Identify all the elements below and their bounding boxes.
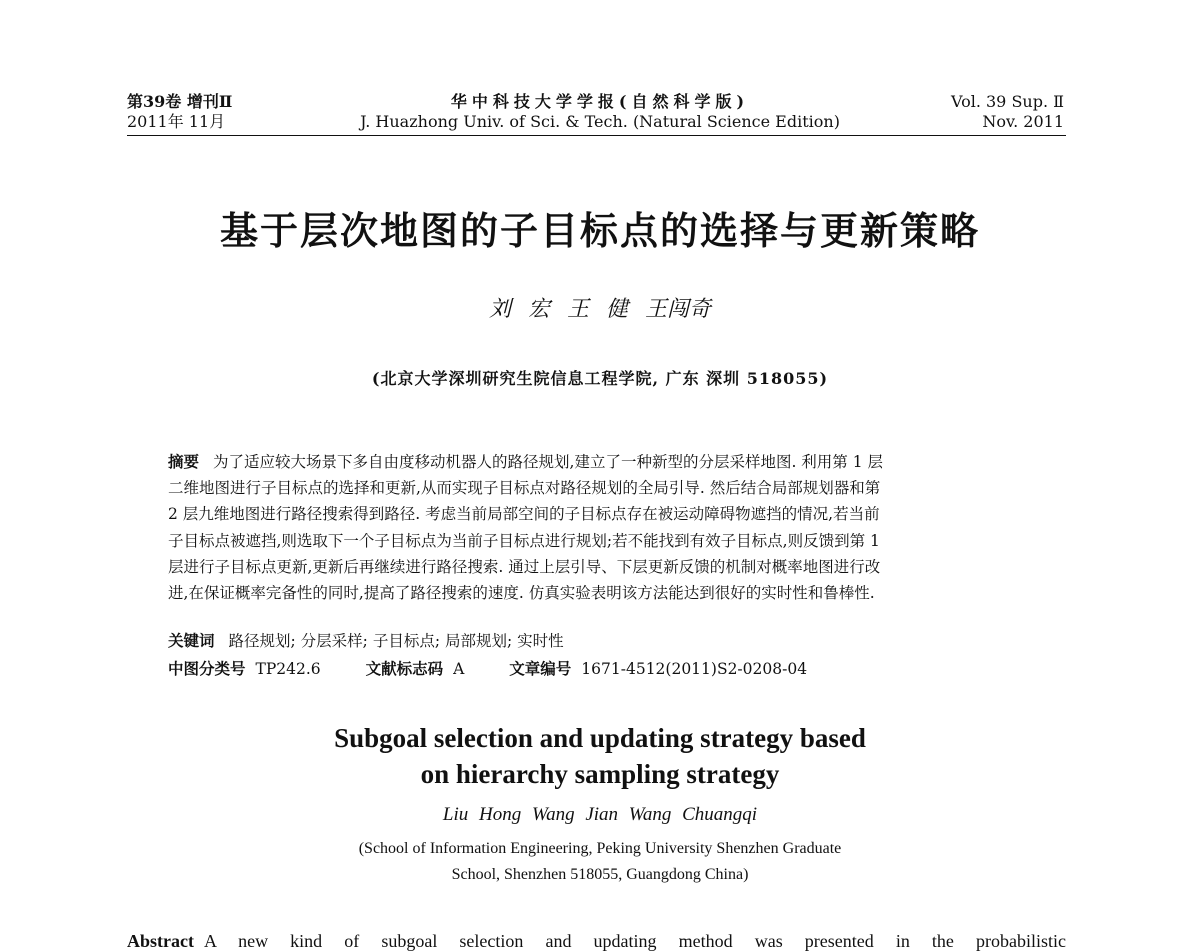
clc-label: 中图分类号 [168,659,246,678]
abstract-en-text: A new kind of subgoal selection and updating method was presented in the probabilistic [203,931,1066,951]
title-en-line: Subgoal selection and updating strategy based [334,723,866,753]
abstract-en-label: Abstract [127,931,194,951]
date-cn: 2011年 11月 [127,112,226,131]
keywords-cn-text: 路径规划; 分层采样; 子目标点; 局部规划; 实时性 [228,632,564,650]
journal-name-en: J. Huazhong Univ. of Sci. & Tech. (Natural Science Edition) [360,112,840,131]
article-no-value: 1671-4512(2011)S2-0208-04 [581,660,808,678]
paper-title-en [0,720,1200,792]
abstract-cn-line: 摘要 为了适应较大场景下多自由度移动机器人的路径规划,建立了一种新型的分层采样地图. 利用第 1 层 [168,452,884,471]
abstract-cn-line: 2 层九维地图进行路径搜索得到路径. 考虑当前局部空间的子目标点存在被运动障碍物遮挡的情况,若当前 [168,505,880,524]
abstract-cn-line: 进,在保证概率完备性的同时,提高了路径搜索的速度. 仿真实验表明该方法能达到很好的实时性和鲁棒性. [168,584,875,603]
abstract-en [127,930,1066,952]
title-en-line: on hierarchy sampling strategy [420,759,780,789]
journal-name-cn: 华中科技大学学报(自然科学版) [450,92,750,111]
header-right [951,92,1064,132]
volume-cn: 第39卷 增刊Ⅱ [127,92,233,111]
abstract-cn-line: 层进行子目标点更新,更新后再继续进行路径搜索. 通过上层引导、下层更新反馈的机制对概率地图进行改 [168,557,881,576]
keywords-cn-label: 关键词 [168,631,215,650]
abstract-cn-label: 摘要 [168,452,200,471]
abstract-cn-line: 子目标点被遮挡,则选取下一个子目标点为当前子目标点进行规划;若不能找到有效子目标点,则反馈到第 1 [168,531,880,550]
classification-line [168,658,847,680]
abstract-cn [168,449,1028,606]
doc-code-value: A [453,660,465,678]
affiliation-en [0,836,1200,888]
clc-value: TP242.6 [255,660,321,678]
paper-title-cn: 基于层次地图的子目标点的选择与更新策略 [219,209,980,253]
authors-cn: 刘 宏 王 健 王闯奇 [489,297,711,322]
authors-en: Liu Hong Wang Jian Wang Chuangqi [442,804,758,825]
keywords-cn [168,630,564,652]
affiliation-cn: (北京大学深圳研究生院信息工程学院, 广东 深圳 518055) [371,369,829,388]
volume-en: Vol. 39 Sup. Ⅱ [950,92,1064,111]
header-divider [127,135,1066,136]
article-no-label: 文章编号 [509,659,572,678]
affiliation-en-line: (School of Information Engineering, Peking University Shenzhen Graduate [358,840,842,857]
date-en: Nov. 2011 [982,112,1064,131]
abstract-cn-line: 二维地图进行子目标点的选择和更新,从而实现子目标点对路径规划的全局引导. 然后结合局部规划器和第 [168,479,881,498]
affiliation-en-line: School, Shenzhen 518055, Guangdong China) [451,866,749,883]
doc-code-label: 文献标志码 [365,659,444,678]
